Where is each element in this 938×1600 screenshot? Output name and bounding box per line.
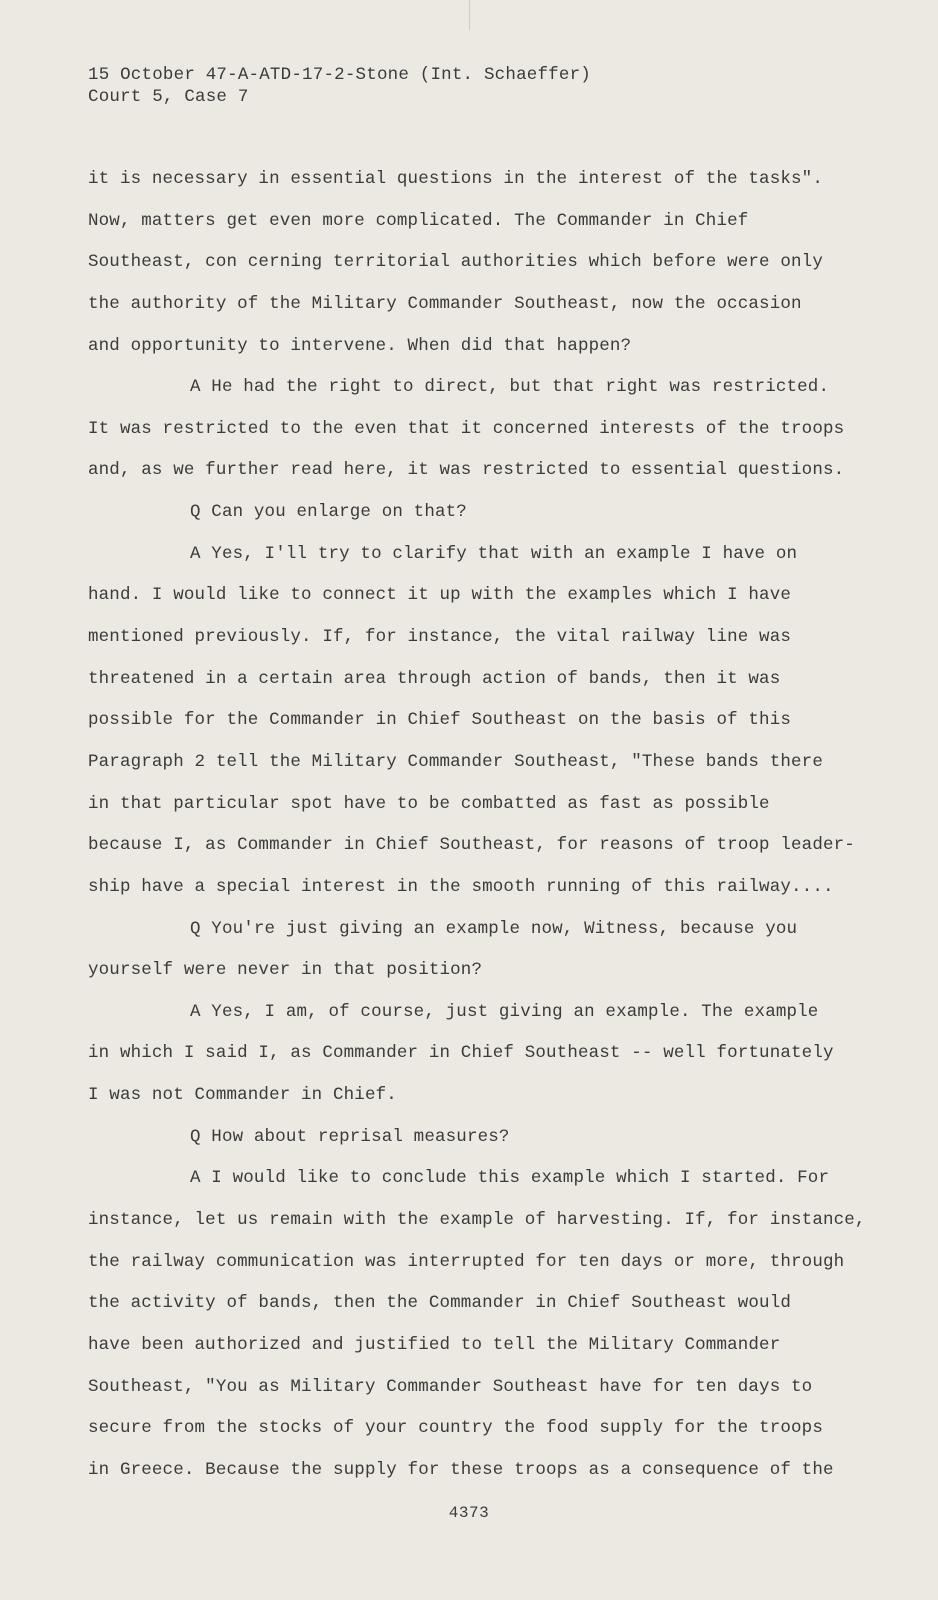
transcript-line: and, as we further read here, it was restricted to essential questions. <box>88 460 845 481</box>
transcript-line: have been authorized and justified to tell the Military Commander <box>88 1334 781 1355</box>
transcript-line: A I would like to conclude this example which I started. For <box>190 1168 830 1189</box>
transcript-line: hand. I would like to connect it up with the examples which I have <box>88 585 792 606</box>
transcript-line: It was restricted to the even that it concerned interests of the troops <box>88 418 845 439</box>
transcript-line: I was not Commander in Chief. <box>88 1085 397 1106</box>
transcript-line: secure from the stocks of your country the food supply for the troops <box>88 1418 823 1439</box>
transcript-line: it is necessary in essential questions in the interest of the tasks". <box>88 169 823 189</box>
page-fold-mark <box>469 0 470 30</box>
transcript-line: Paragraph 2 tell the Military Commander Southeast, "These bands there <box>88 751 823 772</box>
header-line-date-reference: 15 October 47-A-ATD-17-2-Stone (Int. Schaeffer) <box>88 65 591 85</box>
document-header <box>88 64 591 108</box>
transcript-line: in which I said I, as Commander in Chief Southeast -- well fortunately <box>88 1043 834 1064</box>
transcript-body <box>88 168 888 1501</box>
transcript-line: in that particular spot have to be combatted as fast as possible <box>88 793 770 814</box>
transcript-line: in Greece. Because the supply for these troops as a consequence of the <box>88 1459 834 1480</box>
transcript-line: A Yes, I am, of course, just giving an example. The example <box>190 1001 819 1022</box>
transcript-line: A He had the right to direct, but that right was restricted. <box>190 377 830 398</box>
transcript-line: Q How about reprisal measures? <box>190 1126 510 1147</box>
transcript-line: threatened in a certain area through action of bands, then it was <box>88 668 781 689</box>
header-line-court-case: Court 5, Case 7 <box>88 87 249 107</box>
transcript-line: Southeast, con cerning territorial authorities which before were only <box>88 252 823 273</box>
transcript-line: the authority of the Military Commander Southeast, now the occasion <box>88 293 802 314</box>
transcript-line: mentioned previously. If, for instance, the vital railway line was <box>88 627 792 648</box>
transcript-line: ship have a special interest in the smooth running of this railway.... <box>88 876 834 897</box>
transcript-line: possible for the Commander in Chief Southeast on the basis of this <box>88 710 792 731</box>
transcript-line: the activity of bands, then the Commander in Chief Southeast would <box>88 1293 792 1314</box>
transcript-line: Southeast, "You as Military Commander Southeast have for ten days to <box>88 1376 813 1397</box>
transcript-line: yourself were never in that position? <box>88 960 483 981</box>
transcript-line: Now, matters get even more complicated. The Commander in Chief <box>88 210 749 231</box>
transcript-line: because I, as Commander in Chief Southeast, for reasons of troop leader- <box>88 835 855 856</box>
transcript-line: instance, let us remain with the example of harvesting. If, for instance, <box>88 1210 866 1231</box>
transcript-line: and opportunity to intervene. When did that happen? <box>88 335 632 356</box>
transcript-line: A Yes, I'll try to clarify that with an example I have on <box>190 543 798 564</box>
page-number: 4373 <box>448 1504 490 1522</box>
transcript-line: Q You're just giving an example now, Witness, because you <box>190 918 798 939</box>
transcript-line: the railway communication was interrupted for ten days or more, through <box>88 1251 845 1272</box>
transcript-line: Q Can you enlarge on that? <box>190 502 467 523</box>
